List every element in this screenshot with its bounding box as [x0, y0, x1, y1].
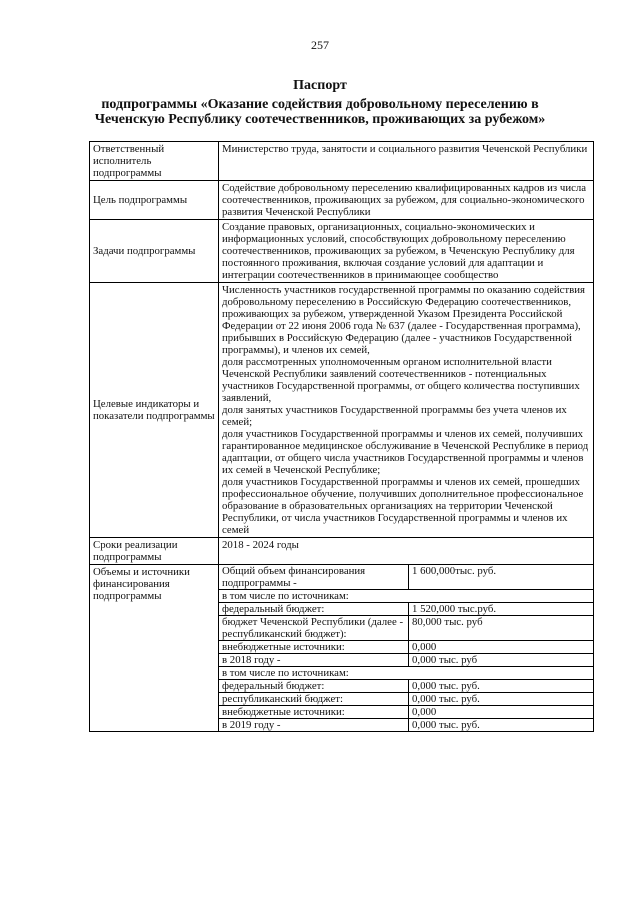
finance-name: в 2019 году - [219, 719, 409, 732]
value-finance [219, 565, 594, 732]
finance-name: внебюджетные источники: [219, 641, 409, 654]
finance-row [219, 654, 593, 667]
indicator-item: доля рассмотренных уполномоченным органом исполнительной власти Чеченской Республики заявлений соотечественников - потенциальных участников Государственной программы, от общего количества поступивших заявлений, [222, 356, 580, 404]
finance-name: федеральный бюджет: [219, 603, 409, 616]
indicator-item: доля участников Государственной программы и членов их семей, прошедших профессиональное обучение, получивших дополнительное профессиональное образование в образовательных организациях на территории Чеченской Республики, от числа участников Государственной программы и членов их семей [222, 476, 584, 536]
finance-row [219, 565, 593, 590]
finance-name: республиканский бюджет: [219, 693, 409, 706]
page-number: 257 [311, 38, 329, 52]
value-goal: Содействие добровольному переселению квалифицированных кадров из числа соотечественников, проживающих за рубежом, для социально-экономического развития Чеченской Республики [219, 181, 594, 220]
row-executor [90, 142, 594, 181]
label-terms: Сроки реализации подпрограммы [90, 538, 219, 565]
finance-name: в том числе по источникам: [219, 667, 593, 680]
finance-value: 0,000 тыс. руб [409, 654, 594, 667]
value-indicators [219, 283, 594, 538]
label-goal: Цель подпрограммы [90, 181, 219, 220]
finance-value: 0,000 тыс. руб. [409, 693, 594, 706]
finance-value: 1 600,000тыс. руб. [409, 565, 594, 590]
label-finance: Объемы и источники финансирования подпрограммы [90, 565, 219, 732]
row-terms [90, 538, 594, 565]
finance-value: 1 520,000 тыс.руб. [409, 603, 594, 616]
indicator-item: доля занятых участников Государственной программы без учета членов их семей; [222, 404, 567, 428]
finance-value: 0,000 [409, 641, 594, 654]
value-tasks: Создание правовых, организационных, социально-экономических и информационных условий, способствующих добровольному переселению соотечественников, проживающих за рубежом, в Чеченскую Республику для постоянного проживания, включая создание условий для адаптации и интеграции соотечественников в принимающее сообщество [219, 220, 594, 283]
finance-value: 80,000 тыс. руб [409, 616, 594, 641]
finance-name: в 2018 году - [219, 654, 409, 667]
finance-name: Общий объем финансирования подпрограммы - [219, 565, 409, 590]
finance-name: в том числе по источникам: [219, 590, 593, 603]
finance-value: 0,000 [409, 706, 594, 719]
finance-row [219, 693, 593, 706]
finance-row [219, 667, 593, 680]
value-executor: Министерство труда, занятости и социального развития Чеченской Республики [219, 142, 594, 181]
finance-value: 0,000 тыс. руб. [409, 719, 594, 732]
document-subtitle [60, 97, 580, 127]
row-indicators [90, 283, 594, 538]
subtitle-line-1: подпрограммы «Оказание содействия добровольному переселению в [101, 97, 539, 112]
finance-row [219, 680, 593, 693]
finance-name: внебюджетные источники: [219, 706, 409, 719]
indicator-item: доля участников Государственной программы и членов их семей, получивших гарантированное медицинское обслуживание в Чеченской Республике в период адаптации, от общего числа участников Государственной программы и членов их семей в Чеченской Республике; [222, 428, 589, 476]
passport-table [89, 141, 594, 732]
row-finance [90, 565, 594, 732]
finance-row [219, 641, 593, 654]
subtitle-line-2: Чеченскую Республику соотечественников, проживающих за рубежом» [94, 112, 546, 127]
value-terms: 2018 - 2024 годы [219, 538, 594, 565]
indicator-item: Численность участников государственной программы по оказанию содействия добровольному переселению в Российскую Федерацию соотечественников, проживающих за рубежом, утвержденной Указом Президента Российской Федерации от 22 июня 2006 года № 637 (далее - Государственная программа), прибывших в Российскую Федерацию (далее - участников Государственной программы), и членов их семей, [222, 284, 585, 356]
finance-row [219, 603, 593, 616]
finance-row [219, 590, 593, 603]
finance-value: 0,000 тыс. руб. [409, 680, 594, 693]
row-goal [90, 181, 594, 220]
finance-row [219, 616, 593, 641]
finance-table [219, 565, 593, 731]
finance-name: федеральный бюджет: [219, 680, 409, 693]
finance-row [219, 719, 593, 732]
label-tasks: Задачи подпрограммы [90, 220, 219, 283]
finance-name: бюджет Чеченской Республики (далее - республиканский бюджет): [219, 616, 409, 641]
document-title: Паспорт [293, 78, 347, 93]
finance-row [219, 706, 593, 719]
label-executor: Ответственный исполнитель подпрограммы [90, 142, 219, 181]
row-tasks [90, 220, 594, 283]
label-indicators: Целевые индикаторы и показатели подпрограммы [90, 283, 219, 538]
